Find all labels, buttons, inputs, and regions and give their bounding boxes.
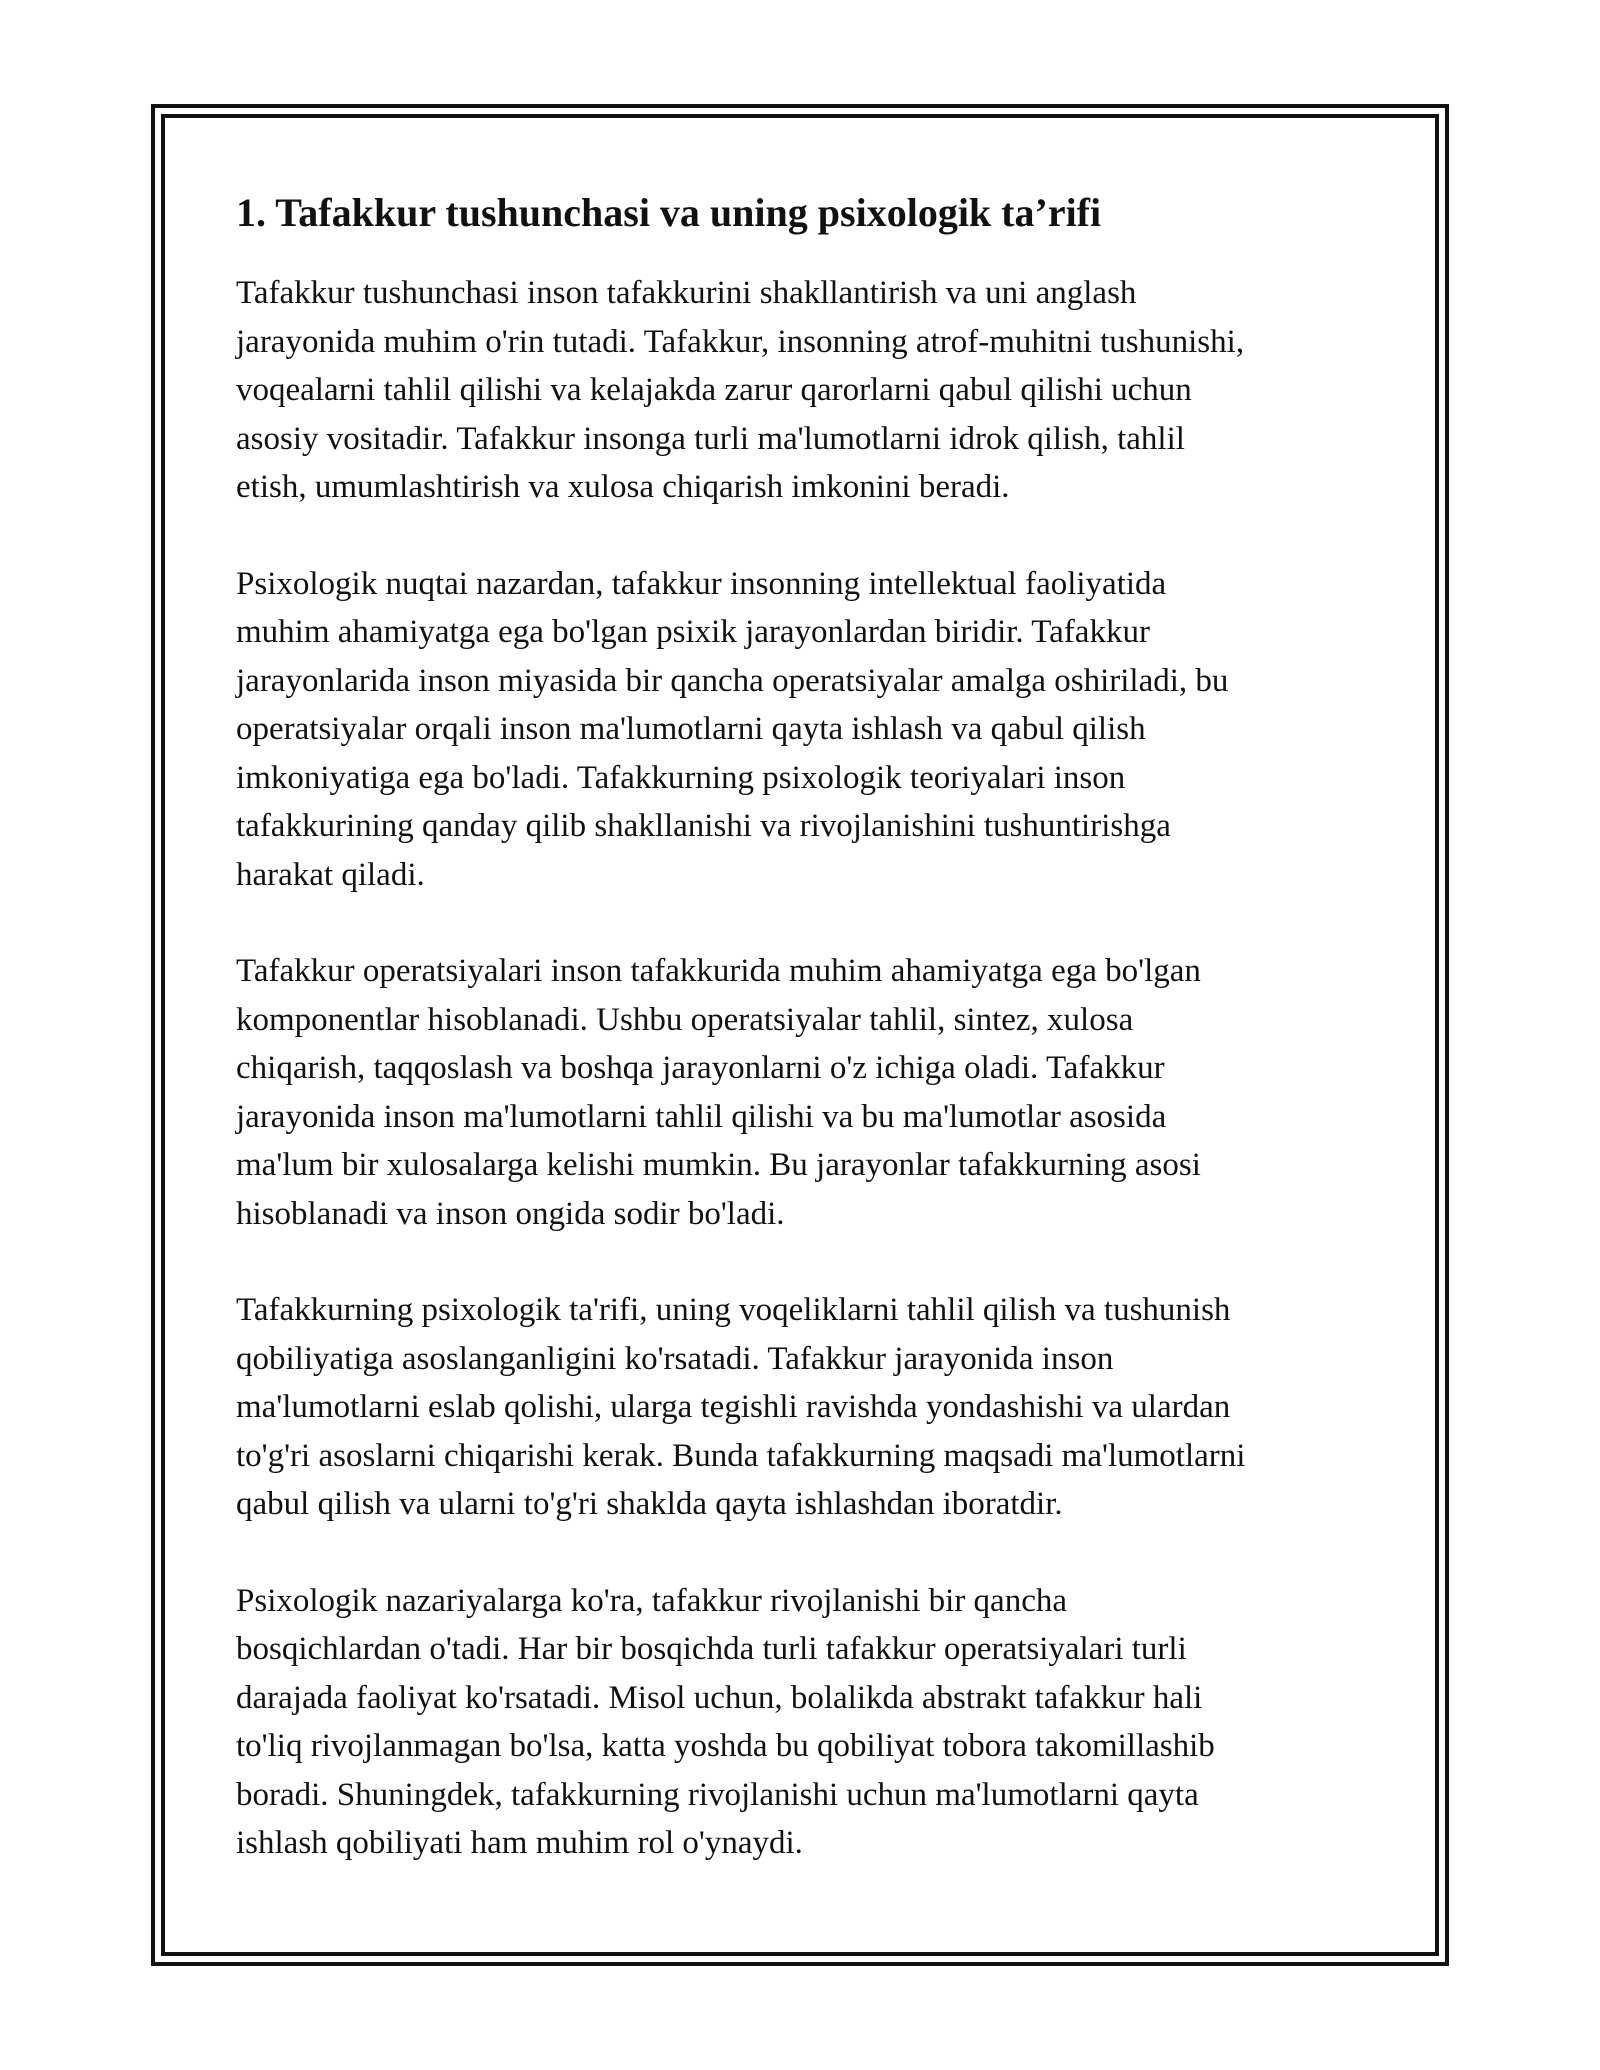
paragraph-1: Tafakkur tushunchasi inson tafakkurini shakllantirish va uni anglash jarayonida muhim o'rin tutadi. Tafakkur, insonning atrof-muhitni tushunishi, voqealarni tahlil qilishi va kelajakda zarur qarorlarni qabul qilishi uchun asosiy vositadir. Tafakkur insonga turli ma'lumotlarni idrok qilish, tahlil etish, umumlashtirish va xulosa chiqarish imkonini beradi.	[236, 275, 1245, 505]
paragraph-5: Psixologik nazariyalarga ko'ra, tafakkur rivojlanishi bir qancha bosqichlardan o'tadi. Har bir bosqichda turli tafakkur operatsiyalari turli darajada faoliyat ko'rsatadi. Misol uchun, bolalikda abstrakt tafakkur hali to'liq rivojlanmagan bo'lsa, katta yoshda bu qobiliyat tobora takomillashib boradi. Shuningdek, tafakkurning rivojlanishi uchun ma'lumotlarni qayta ishlash qobiliyati ham muhim rol o'ynaydi.	[236, 1582, 1215, 1861]
paragraph-2: Psixologik nuqtai nazardan, tafakkur insonning intellektual faoliyatida muhim ahamiyatga ega bo'lgan psixik jarayonlardan biridir. Tafakkur jarayonlarida inson miyasida bir qancha operatsiyalar amalga oshiriladi, bu operatsiyalar orqali inson ma'lumotlarni qayta ishlash va qabul qilish imkoniyatiga ega bo'ladi. Tafakkurning psixologik teoriyalari inson tafakkurining qanday qilib shakllanishi va rivojlanishini tushuntirishga harakat qiladi.	[236, 565, 1229, 893]
paragraph-3: Tafakkur operatsiyalari inson tafakkurida muhim ahamiyatga ega bo'lgan komponentlar hisoblanadi. Ushbu operatsiyalar tahlil, sintez, xulosa chiqarish, taqqoslash va boshqa jarayonlarni o'z ichiga oladi. Tafakkur jarayonida inson ma'lumotlarni tahlil qilishi va bu ma'lumotlar asosida ma'lum bir xulosalarga kelishi mumkin. Bu jarayonlar tafakkurning asosi hisoblanadi va inson ongida sodir bo'ladi.	[236, 953, 1201, 1232]
paragraph-4: Tafakkurning psixologik ta'rifi, uning voqeliklarni tahlil qilish va tushunish qobiliyatiga asoslanganligini ko'rsatadi. Tafakkur jarayonida inson ma'lumotlarni eslab qolishi, ularga tegishli ravishda yondashishi va ulardan to'g'ri asoslarni chiqarishi kerak. Bunda tafakkurning maqsadi ma'lumotlarni qabul qilish va ularni to'g'ri shaklda qayta ishlashdan iboratdir.	[236, 1292, 1246, 1522]
section-heading: 1. Tafakkur tushunchasi va uning psixologik ta’rifi	[236, 190, 1102, 235]
document-body	[236, 187, 1376, 1916]
